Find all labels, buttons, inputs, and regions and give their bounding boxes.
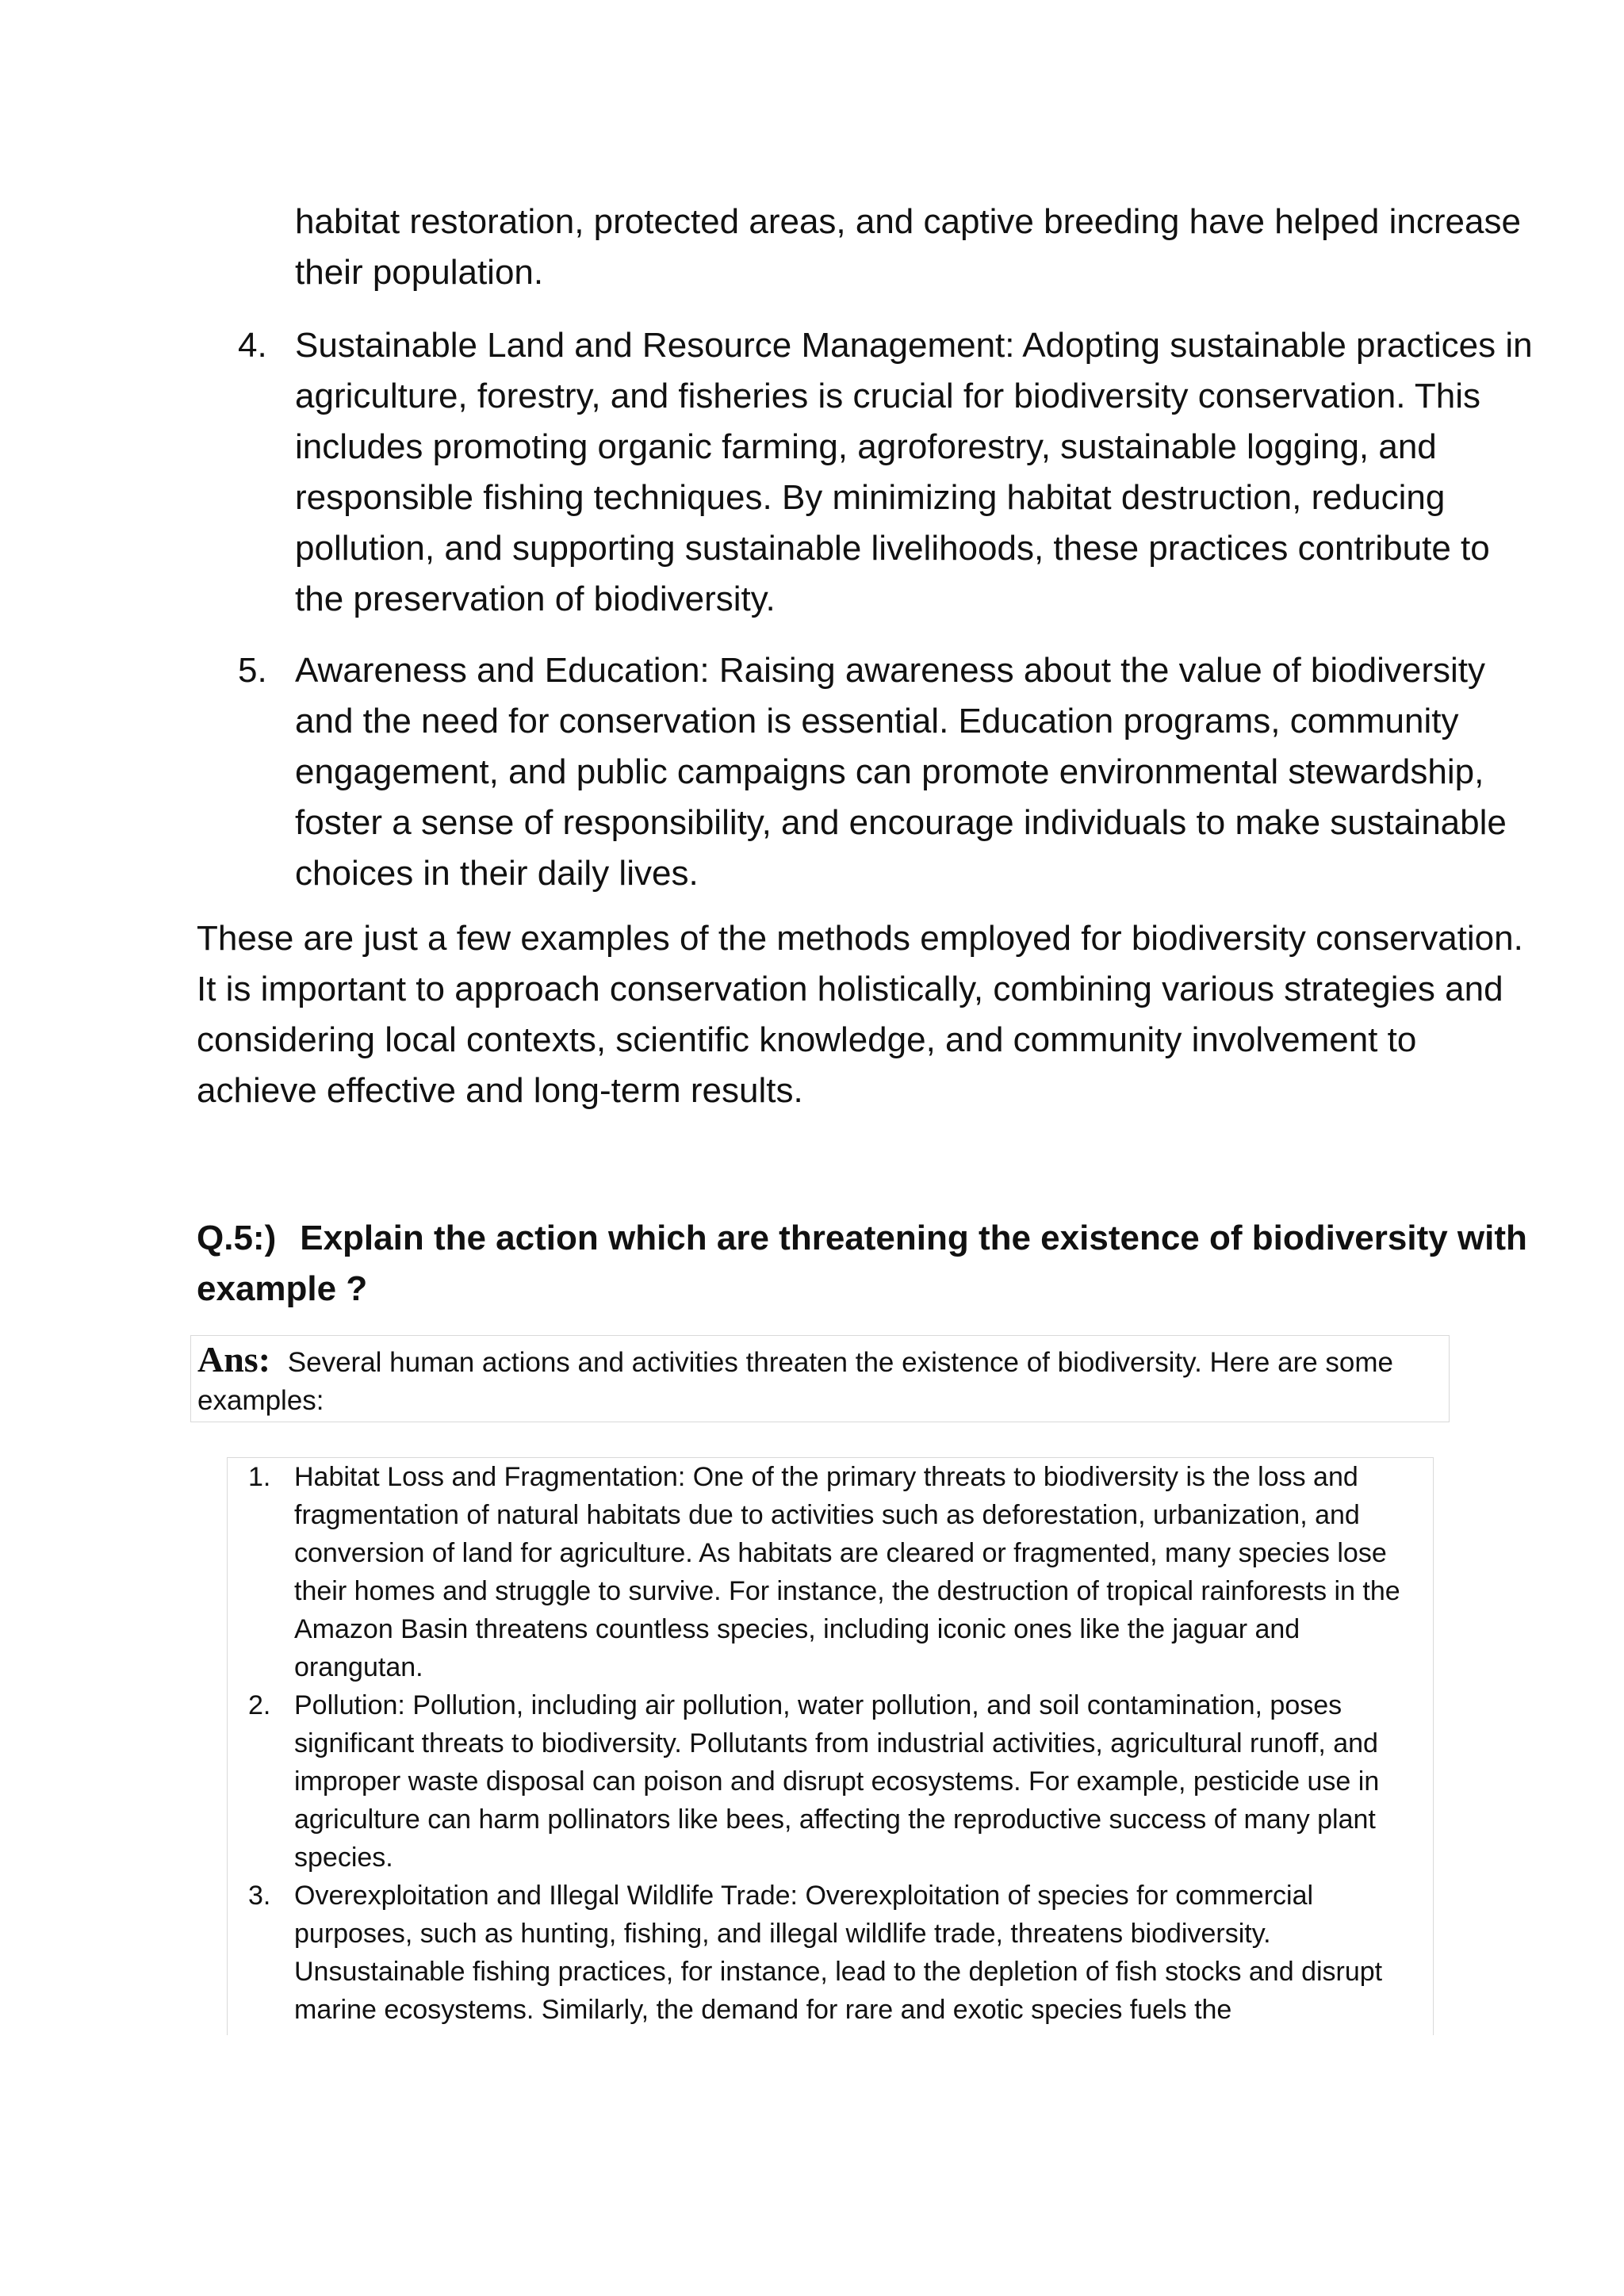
continuation-text: habitat restoration, protected areas, and captive breeding have helped increase their population. [295, 202, 1521, 292]
question-heading [197, 1213, 1545, 1314]
answer-intro: Several human actions and activities threaten the existence of biodiversity. Here are some examples: [197, 1347, 1394, 1416]
list-item-text: Pollution: Pollution, including air pollution, water pollution, and soil contamination, poses significant threats to biodiversity. Pollutants from industrial activities, agricultural runoff, and improper waste disposal can poison and disrupt ecosystems. For example, pesticide use in agriculture can harm pollinators like bees, affecting the reproductive success of many plant species. [294, 1690, 1380, 1873]
question-text: Explain the action which are threatening the existence of biodiversity with example ? [197, 1219, 1527, 1308]
list-item-text: Habitat Loss and Fragmentation: One of the primary threats to biodiversity is the loss and fragmentation of natural habitats due to activities such as deforestation, urbanization, and conversion of land for agriculture. As habitats are cleared or fragmented, many species lose their homes and struggle to survive. For instance, the destruction of tropical rainforests in the Amazon Basin threatens countless species, including iconic ones like the jaguar and orangutan. [294, 1462, 1400, 1682]
list-item [238, 645, 1538, 899]
answer-label: Ans: [197, 1339, 271, 1380]
threats-list [228, 1458, 1433, 2029]
summary-paragraph: These are just a few examples of the methods employed for biodiversity conservation. It is important to approach conservation holistically, combining various strategies and considering local contexts, scientific knowledge, and community involvement to achieve effective and long-term results. [197, 919, 1523, 1110]
list-item [238, 320, 1538, 625]
list-item [228, 1686, 1433, 1877]
list-item-number: 1. [248, 1462, 271, 1492]
list-item-text: Awareness and Education: Raising awareness about the value of biodiversity and the need for conservation is essential. Education programs, community engagement, and public campaigns can promote environmental stewardship, foster a sense of responsibility, and encourage individuals to make sustainable choices in their daily lives. [295, 651, 1507, 893]
list-item-number: 3. [248, 1881, 271, 1911]
list-item [228, 1458, 1433, 1686]
list-item-number: 5. [238, 651, 267, 690]
list-item-number: 4. [238, 326, 267, 365]
answer-box [190, 1335, 1450, 1422]
list-item [228, 1877, 1433, 2029]
list-item-number: 2. [248, 1690, 271, 1720]
question-number: Q.5:) [197, 1219, 277, 1257]
threats-box [227, 1457, 1434, 2035]
list-item-text: Sustainable Land and Resource Management: Adopting sustainable practices in agriculture, forestry, and fisheries is crucial for biodiversity conservation. This includes promoting organic farming, agroforestry, sustainable logging, and responsible fishing techniques. By minimizing habitat destruction, reducing pollution, and supporting sustainable livelihoods, these practices contribute to the preservation of biodiversity. [295, 326, 1533, 618]
conservation-methods-list [238, 320, 1538, 920]
list-item-text: Overexploitation and Illegal Wildlife Trade: Overexploitation of species for commercial purposes, such as hunting, fishing, and illegal wildlife trade, threatens biodiversity. Unsustainable fishing practices, for instance, lead to the depletion of fish stocks and disrupt marine ecosystems. Similarly, the demand for rare and exotic species fuels the [294, 1881, 1383, 2025]
